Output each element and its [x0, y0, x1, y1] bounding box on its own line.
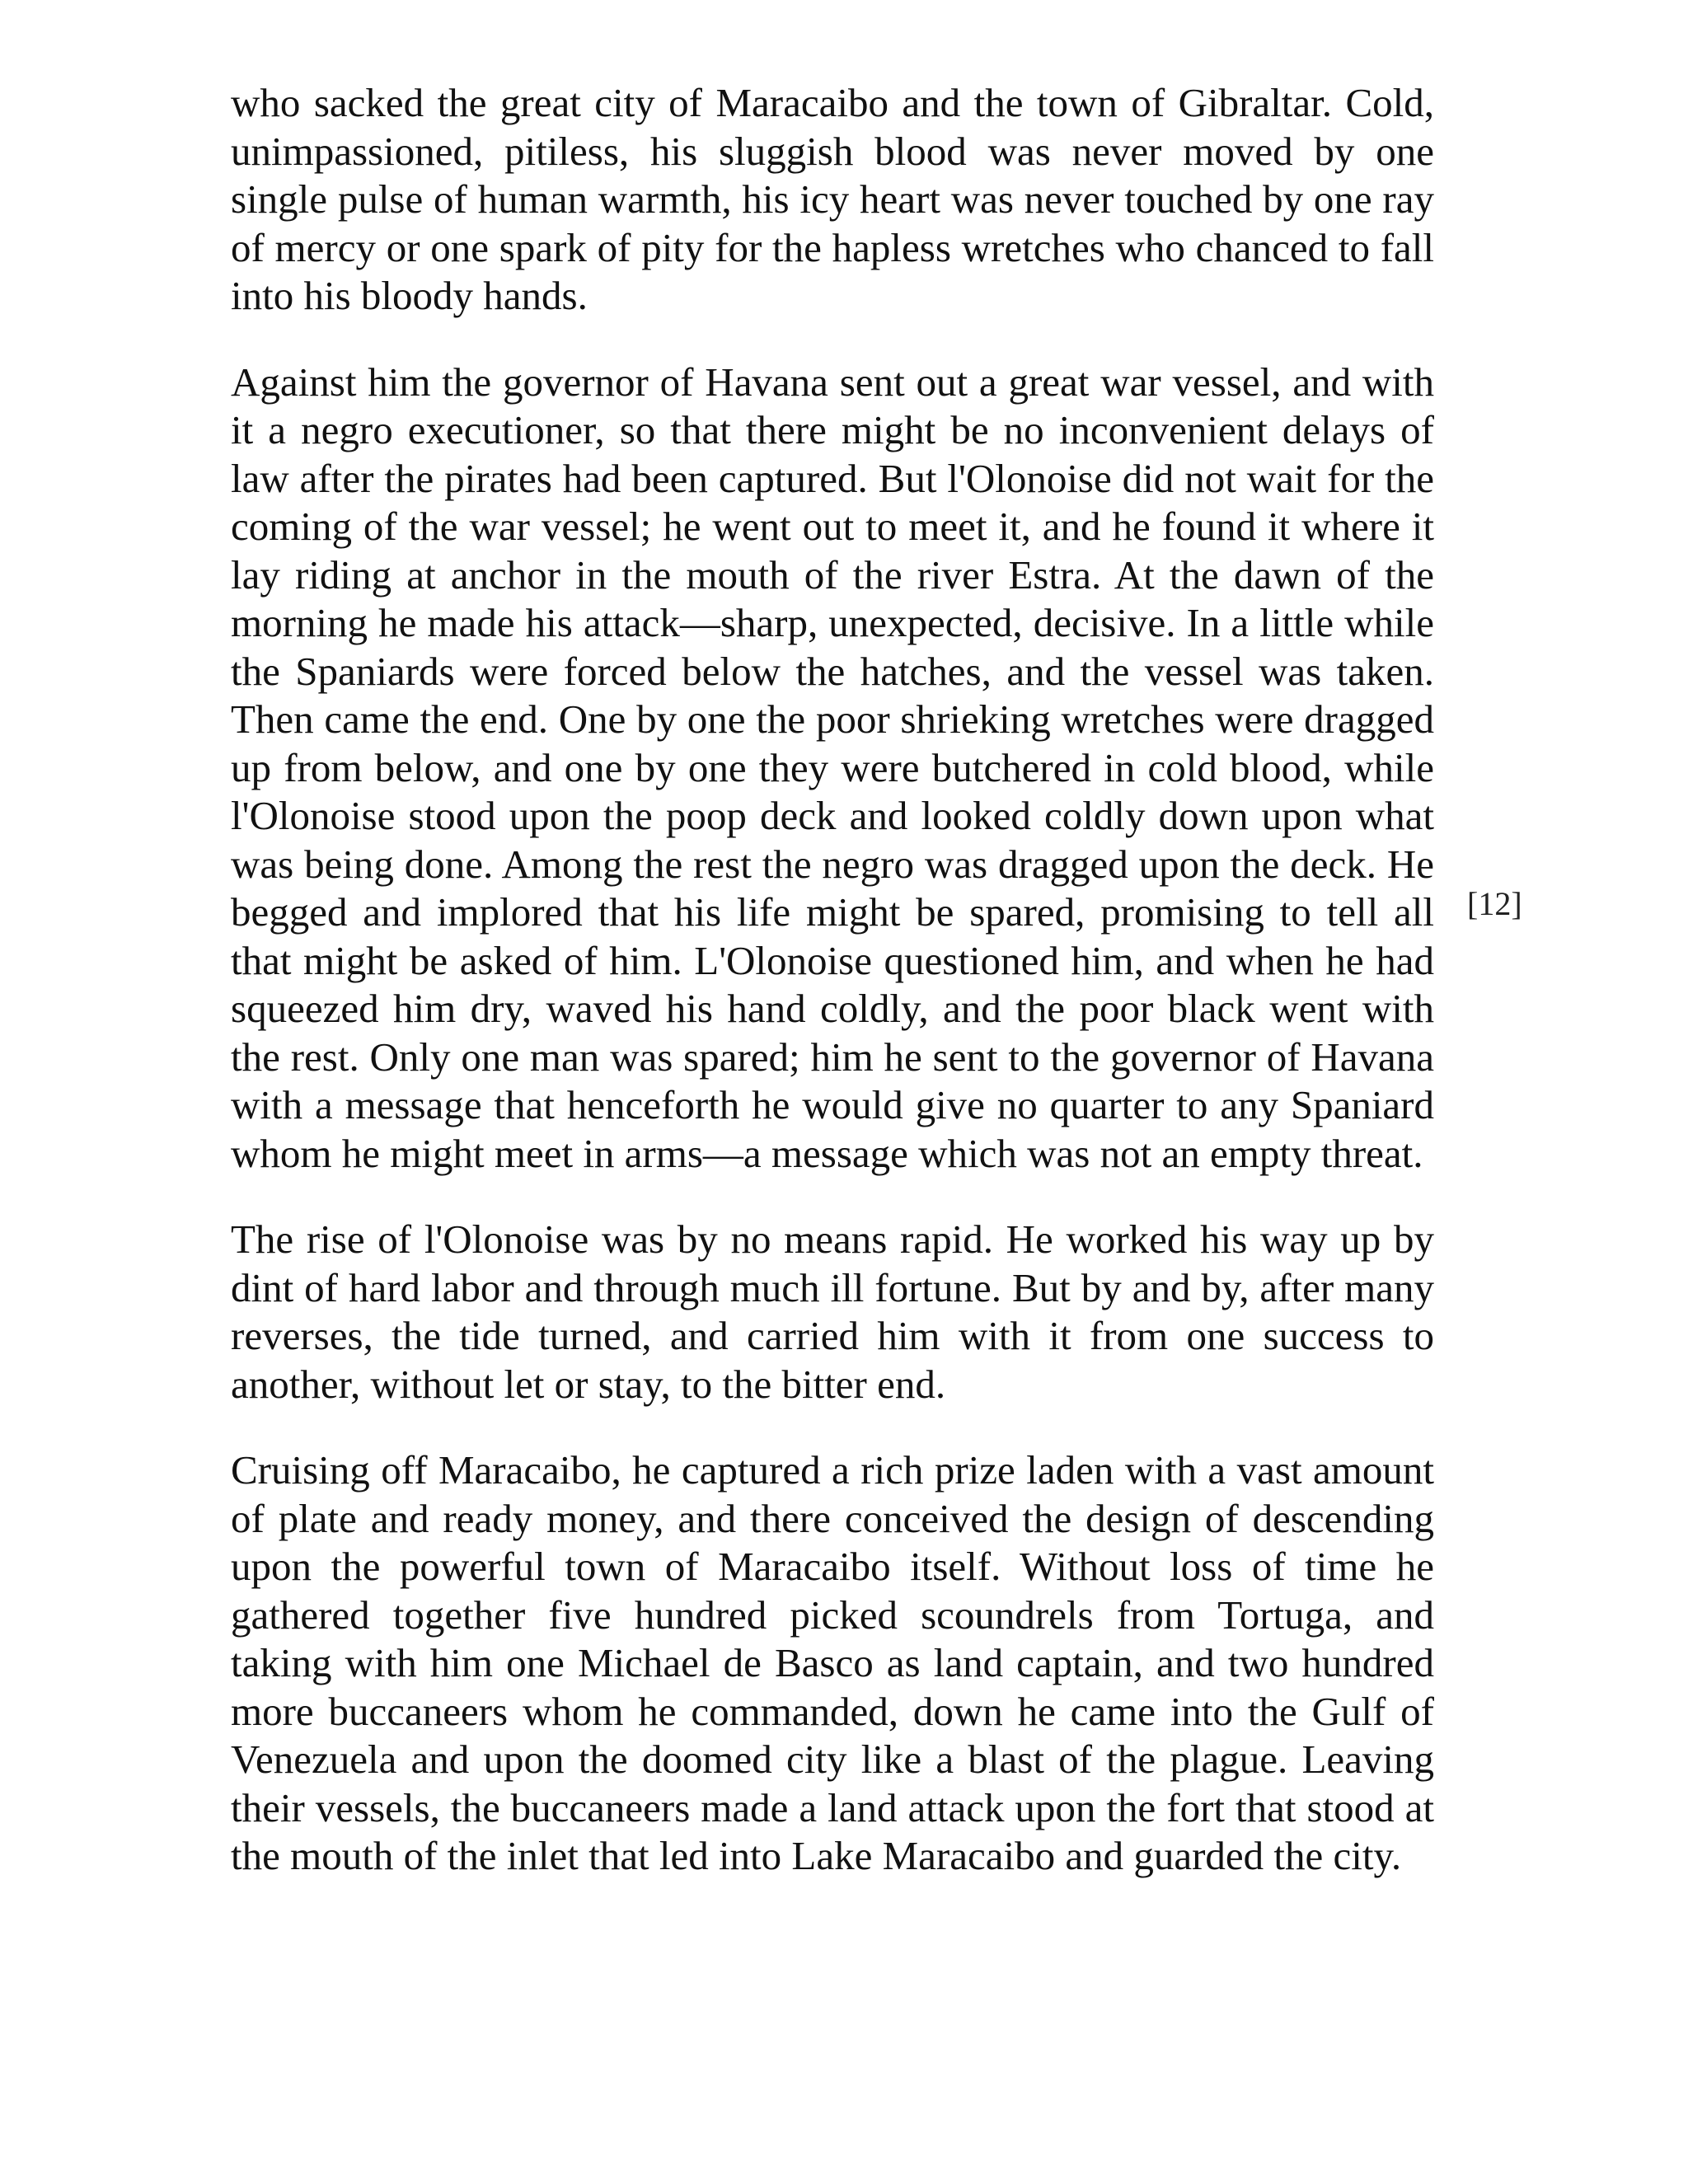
paragraph-4: Cruising off Maracaibo, he captured a rich prize laden with a vast amount of plate and ready money, and there conceived the design of descending upon the powerful town of Maracaibo itself. Without loss of time he gathered together five hundred picked scoundrels from Tortuga, and taking with him one Michael de Basco as land captain, and two hundred more buccaneers whom he commanded, down he came into the Gulf of Venezuela and upon the doomed city like a blast of the plague. Leaving their vessels, the buccaneers made a land attack upon the fort that stood at the mouth of the inlet that led into Lake Maracaibo and guarded the city. — [231, 1447, 1434, 1878]
page-number: [12] — [1467, 885, 1522, 922]
paragraph-2: Against him the governor of Havana sent out a great war vessel, and with it a negro executioner, so that there might be no inconvenient delays of law after the pirates had been captured. But l'Olonoise did not wait for the coming of the war vessel; he went out to meet it, and he found it where it lay riding at anchor in the mouth of the river Estra. At the dawn of the morning he made his attack—sharp, unexpected, decisive. In a little while the Spaniards were forced below the hatches, and the vessel was taken. Then came the end. One by one the poor shrieking wretches were dragged up from below, and one by one they were butchered in cold blood, while l'Olonoise stood upon the poop deck and looked coldly down upon what was being done. Among the rest the negro was dragged upon the deck. He begged and implored that his life might be spared, promising to tell all that might be asked of him. L'Olonoise questioned him, and when he had squeezed him dry, waved his hand coldly, and the poor black went with the rest. Only one man was spared; him he sent to the governor of Havana with a message that henceforth he would give no quarter to any Spaniard whom he might meet in arms—a message which was not an empty threat. — [231, 359, 1434, 1176]
page-text-column — [231, 79, 1434, 1919]
paragraph-1: who sacked the great city of Maracaibo and the town of Gibraltar. Cold, unimpassioned, pitiless, his sluggish blood was never moved by one single pulse of human warmth, his icy heart was never touched by one ray of mercy or one spark of pity for the hapless wretches who chanced to fall into his bloody hands. — [231, 80, 1434, 318]
paragraph-3: The rise of l'Olonoise was by no means rapid. He worked his way up by dint of hard labor and through much ill fortune. But by and by, after many reverses, the tide turned, and carried him with it from one success to another, without let or stay, to the bitter end. — [231, 1216, 1434, 1407]
